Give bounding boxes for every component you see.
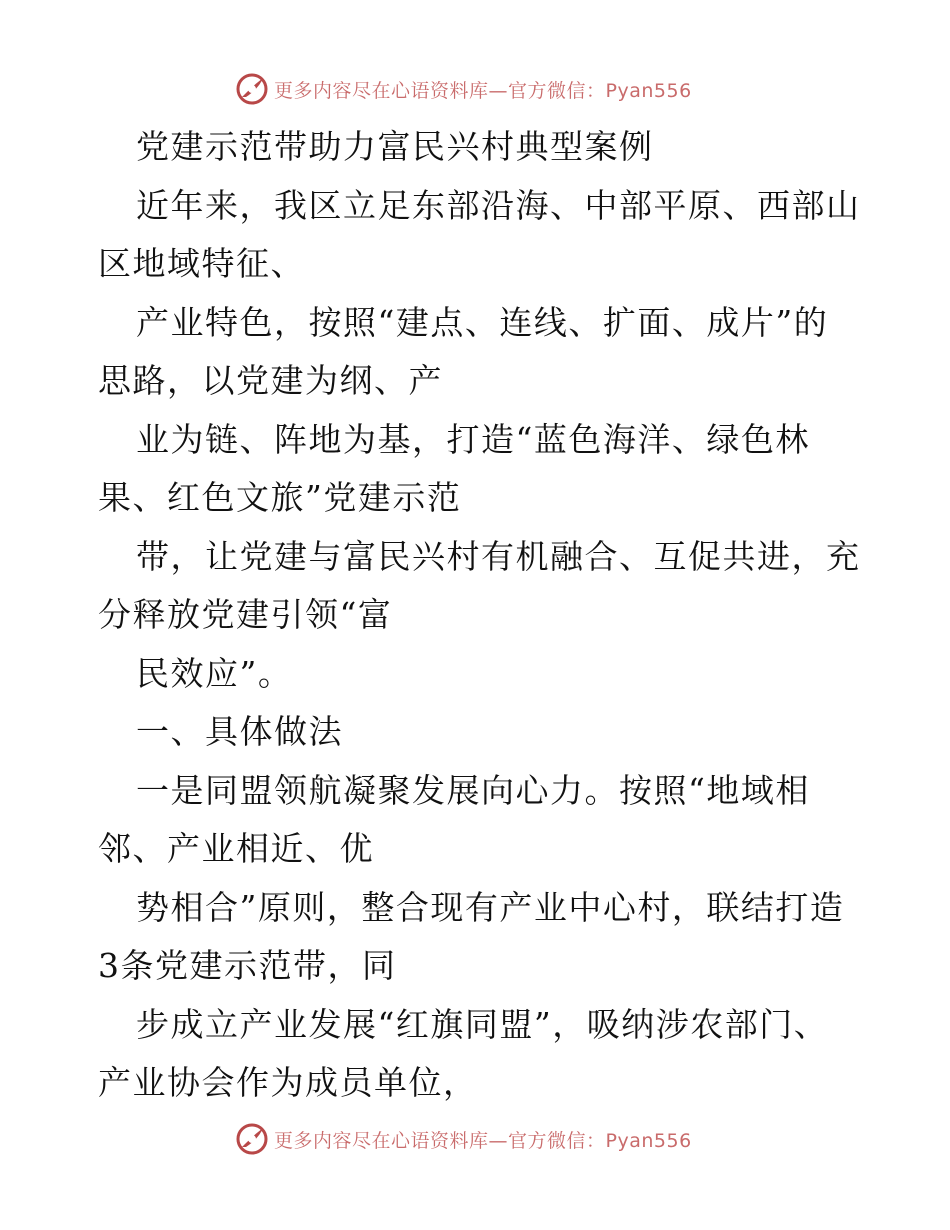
- text-line: 3条党建示范带，同: [98, 946, 397, 985]
- text-line: 区地域特征、: [98, 244, 305, 283]
- text-line: 势相合”原则，整合现有产业中心村，联结打造: [136, 887, 845, 927]
- text-line: 近年来，我区立足东部沿海、中部平原、西部山: [136, 185, 861, 225]
- text-line: 业为链、阵地为基，打造“蓝色海洋、绿色林: [136, 419, 810, 459]
- text-line: 步成立产业发展“红旗同盟”，吸纳涉农部门、: [136, 1004, 829, 1044]
- text-line: 一是同盟领航凝聚发展向心力。按照“地域相: [136, 770, 810, 810]
- watermark-text: 更多内容尽在心语资料库—官方微信：Pyan556: [274, 79, 692, 102]
- header-watermark: [236, 72, 692, 106]
- text-line: 分释放党建引领“富: [98, 595, 393, 634]
- text-line: 产业特色，按照“建点、连线、扩面、成片”的: [136, 302, 829, 342]
- document-body: [98, 118, 861, 1113]
- text-line: 带，让党建与富民兴村有机融合、互促共进，充: [136, 536, 861, 576]
- watermark-text: 更多内容尽在心语资料库—官方微信：Pyan556: [274, 1129, 692, 1152]
- quill-logo-icon: [236, 1123, 268, 1155]
- text-line: 产业协会作为成员单位，: [98, 1063, 478, 1102]
- document-title: 党建示范带助力富民兴村典型案例: [136, 127, 654, 166]
- text-line: 思路，以党建为纲、产: [98, 361, 443, 400]
- text-line: 一、具体做法: [136, 712, 343, 751]
- text-line: 民效应”。: [136, 653, 293, 693]
- text-line: 果、红色文旅”党建示范: [98, 478, 462, 517]
- quill-logo-icon: [236, 73, 268, 105]
- text-line: 邻、产业相近、优: [98, 829, 374, 868]
- footer-watermark: [236, 1122, 692, 1156]
